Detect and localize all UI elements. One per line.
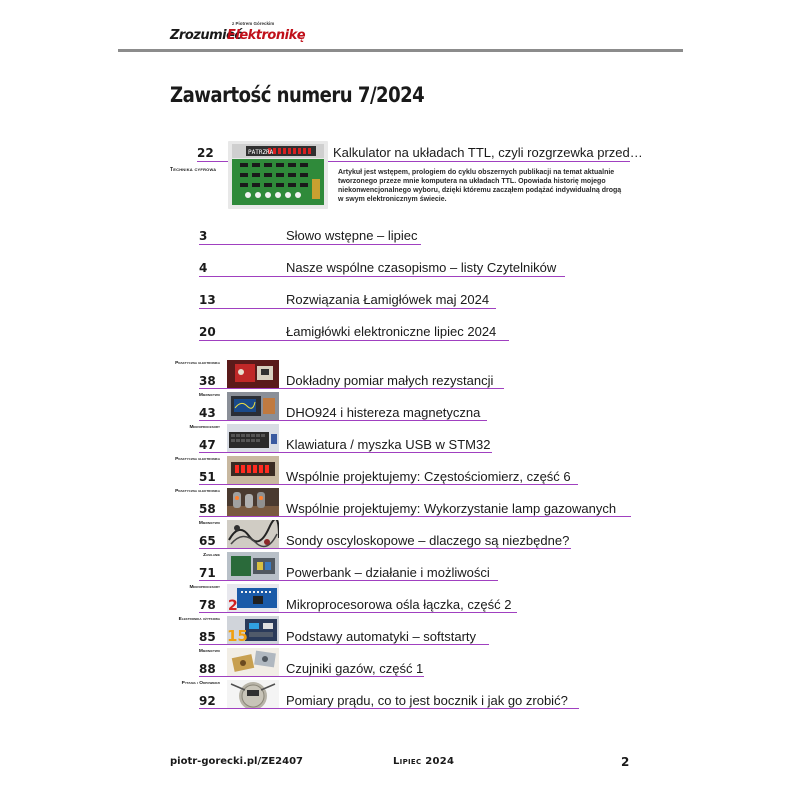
page-title: Zawartość numeru 7/2024 (170, 83, 425, 107)
featured-page-number[interactable]: 22 (197, 146, 214, 160)
article-row[interactable] (0, 555, 800, 585)
logo-subtitle: z Piotrem Góreckim (232, 21, 275, 26)
article-title[interactable]: Czujniki gazów, część 1 (286, 661, 424, 676)
article-category: Miernictwo (198, 649, 220, 654)
article-thumbnail[interactable] (227, 488, 279, 516)
article-category: Miernictwo (198, 521, 220, 526)
article-title[interactable]: Powerbank – działanie i możliwości (286, 565, 490, 580)
article-thumbnail[interactable] (227, 520, 279, 548)
article-underline (199, 484, 578, 485)
article-page-number[interactable]: 92 (199, 694, 216, 708)
logo-word-zrozumiec: Zrozumieć (170, 28, 242, 43)
section-row[interactable] (0, 229, 800, 253)
article-thumbnail[interactable] (227, 360, 279, 388)
article-thumbnail[interactable] (227, 648, 279, 676)
article-row[interactable] (0, 523, 800, 553)
article-underline (199, 548, 571, 549)
article-title[interactable]: Pomiary prądu, co to jest bocznik i jak go zrobić? (286, 693, 568, 708)
article-category: Praktyczna elektronika (175, 361, 220, 366)
article-underline (199, 612, 517, 613)
section-page-number[interactable]: 3 (199, 229, 208, 243)
article-thumbnail[interactable] (227, 424, 279, 452)
article-underline (199, 580, 498, 581)
article-row[interactable] (0, 683, 800, 713)
article-page-number[interactable]: 51 (199, 470, 216, 484)
article-title[interactable]: Wspólnie projektujemy: Częstościomierz, część 6 (286, 469, 571, 484)
header-rule (118, 49, 683, 52)
article-title[interactable]: Podstawy automatyki – softstarty (286, 629, 477, 644)
article-thumbnail[interactable] (227, 680, 279, 708)
section-row[interactable] (0, 325, 800, 349)
article-thumbnail[interactable] (227, 552, 279, 580)
section-underline (199, 308, 496, 309)
featured-image-text: PATRZRA (248, 149, 274, 156)
article-page-number[interactable]: 78 (199, 598, 216, 612)
section-title[interactable]: Rozwiązania Łamigłówek maj 2024 (286, 292, 490, 307)
article-underline (199, 388, 504, 389)
article-row[interactable] (0, 459, 800, 489)
footer-url[interactable]: piotr-gorecki.pl/ZE2407 (170, 756, 304, 767)
featured-description: Artykuł jest wstępem, prologiem do cyklu obszernych publikacji na temat aktualnie tworzonego przeze mnie komputera na układach TTL. Opowiada historię mojego niekonwencjonalnego wyboru, dzięki któremu zacząłem podążać indywidualną drogą w swym elektronicznym świecie. (338, 169, 622, 203)
article-row[interactable] (0, 619, 800, 649)
article-underline (199, 452, 492, 453)
section-row[interactable] (0, 261, 800, 285)
section-row[interactable] (0, 293, 800, 317)
article-row[interactable] (0, 491, 800, 521)
section-underline (199, 340, 509, 341)
article-underline (199, 676, 424, 677)
article-title[interactable]: Dokładny pomiar małych rezystancji (286, 373, 494, 388)
featured-image[interactable] (228, 141, 328, 209)
section-underline (199, 276, 565, 277)
article-thumbnail[interactable] (227, 584, 279, 612)
thumbnail-badge: 2 (228, 598, 238, 612)
article-underline (199, 516, 631, 517)
article-category: Praktyczna elektronika (175, 489, 220, 494)
footer-date: Lipiec 2024 (393, 756, 455, 767)
section-underline (199, 244, 421, 245)
article-title[interactable]: Wspólnie projektujemy: Wykorzystanie lamp gazowanych (286, 501, 617, 516)
footer-page-number: 2 (621, 755, 630, 769)
section-page-number[interactable]: 13 (199, 293, 216, 307)
article-page-number[interactable]: 43 (199, 406, 216, 420)
article-page-number[interactable]: 47 (199, 438, 216, 452)
section-title[interactable]: Nasze wspólne czasopismo – listy Czytelników (286, 260, 557, 275)
article-page-number[interactable]: 38 (199, 374, 216, 388)
article-underline (199, 420, 487, 421)
article-category: Elektronika użytkowa (178, 617, 220, 622)
article-row[interactable] (0, 395, 800, 425)
article-underline (199, 708, 579, 709)
article-category: Zasilanie (203, 553, 220, 558)
article-category: Pytania i Odpowiedzi (181, 681, 220, 686)
thumbnail-badge: 15 (227, 627, 248, 644)
article-title[interactable]: Mikroprocesorowa ośla łączka, część 2 (286, 597, 512, 612)
featured-category: Technika cyfrowa (170, 167, 217, 173)
section-title[interactable]: Łamigłówki elektroniczne lipiec 2024 (286, 324, 497, 339)
article-title[interactable]: Sondy oscyloskopowe – dlaczego są niezbędne? (286, 533, 570, 548)
article-title[interactable]: Klawiatura / myszka USB w STM32 (286, 437, 491, 452)
article-page-number[interactable]: 65 (199, 534, 216, 548)
section-page-number[interactable]: 20 (199, 325, 216, 339)
article-thumbnail[interactable] (227, 616, 279, 644)
section-page-number[interactable]: 4 (199, 261, 208, 275)
article-thumbnail[interactable] (227, 456, 279, 484)
article-thumbnail[interactable] (227, 392, 279, 420)
section-title[interactable]: Słowo wstępne – lipiec (286, 228, 418, 243)
article-row[interactable] (0, 651, 800, 681)
article-row[interactable] (0, 587, 800, 617)
article-page-number[interactable]: 71 (199, 566, 216, 580)
article-underline (199, 644, 489, 645)
article-page-number[interactable]: 58 (199, 502, 216, 516)
logo-word-elektronike: Elektronikę (227, 28, 306, 43)
article-category: Miernictwo (198, 393, 220, 398)
article-category: Praktyczna elektronika (175, 457, 220, 462)
article-row[interactable] (0, 427, 800, 457)
article-title[interactable]: DHO924 i histereza magnetyczna (286, 405, 481, 420)
article-page-number[interactable]: 85 (199, 630, 216, 644)
featured-title[interactable]: Kalkulator na układach TTL, czyli rozgrzewka przed… (333, 145, 643, 160)
article-page-number[interactable]: 88 (199, 662, 216, 676)
article-category: Mikroprocesory (189, 425, 220, 430)
article-row[interactable] (0, 363, 800, 393)
article-category: Mikroprocesory (189, 585, 220, 590)
